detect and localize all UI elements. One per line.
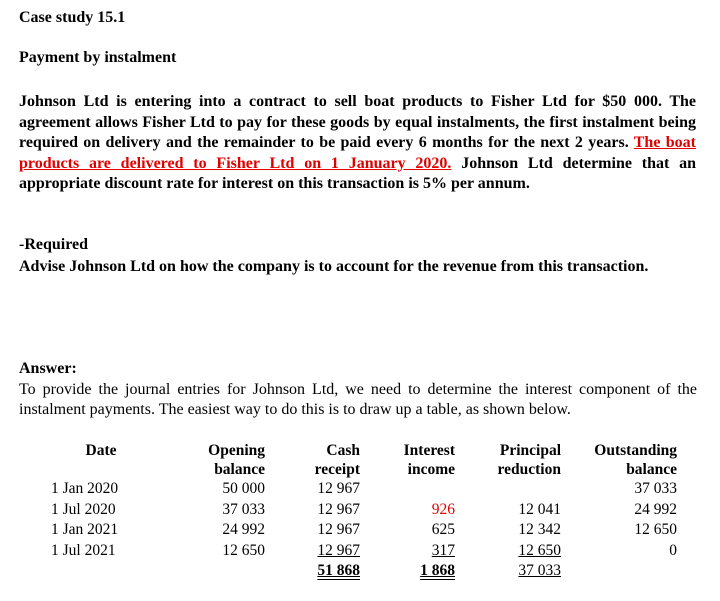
cell-principal: [455, 541, 561, 562]
header-opening-line2: balance: [214, 461, 265, 478]
header-date: Date: [85, 442, 117, 459]
cell-interest: [360, 479, 455, 500]
header-principal-line1: Principal: [499, 442, 561, 459]
table-row: [51, 520, 677, 541]
total-principal: [455, 561, 561, 582]
cell-principal: 12 041: [518, 500, 561, 518]
header-outstanding-line1: Outstanding: [594, 442, 677, 459]
header-interest-income: [360, 441, 455, 479]
cell-outstanding: 0: [669, 541, 677, 559]
scenario-text-before: Johnson Ltd is entering into a contract to sell boat products to Fisher Ltd for $50 000. The agreement allows Fisher Ltd to pay for these goods by equal instalments, the first instalment being required on delivery and the remainder to be paid every 6 months for the next 2 years.: [19, 93, 696, 151]
cell-cash: 12 967: [317, 521, 360, 538]
cell-outstanding: 12 650: [634, 521, 677, 538]
table-totals-row: [51, 561, 677, 582]
total-cash-value: 51 868: [317, 562, 360, 579]
cell-date: 1 Jan 2020: [51, 480, 119, 497]
cell-cash: 12 967: [317, 480, 360, 497]
header-principal-reduction: [455, 441, 561, 479]
header-cash-line2: receipt: [314, 461, 360, 478]
header-cash-line1: Cash: [326, 442, 360, 459]
scenario-text-after: Johnson Ltd determine that an appropriate discount rate for interest on this transaction is 5% per annum.: [19, 154, 697, 192]
cell-cash: 12 967: [317, 500, 360, 518]
header-interest-line1: Interest: [403, 442, 455, 459]
table-row: [51, 500, 677, 521]
scenario-highlight: The boat products are delivered to Fisher Ltd on 1 January 2020.: [19, 134, 696, 172]
cell-opening: 12 650: [222, 541, 265, 559]
cell-cash-value: 12 967: [317, 541, 360, 559]
cell-opening: 24 992: [222, 521, 265, 538]
cell-date: 1 Jul 2021: [51, 541, 116, 559]
header-outstanding-line2: balance: [626, 461, 677, 478]
header-outstanding-balance: [561, 441, 677, 479]
instalment-table: [51, 441, 677, 582]
case-subtitle: Payment by instalment: [19, 49, 177, 66]
header-interest-line2: income: [407, 461, 455, 478]
table-row: [51, 479, 677, 500]
cell-principal: 12 342: [518, 521, 561, 538]
table-header-row: [51, 441, 677, 479]
cell-date: 1 Jul 2020: [51, 500, 116, 518]
cell-cash: [265, 541, 360, 562]
cell-principal: [455, 479, 561, 500]
header-cash-receipt: [265, 441, 360, 479]
cell-opening: 37 033: [222, 500, 265, 518]
required-label: -Required: [19, 236, 89, 253]
required-text: Advise Johnson Ltd on how the company is to account for the revenue from this transaction.: [19, 258, 649, 275]
cell-interest-value: 317: [431, 541, 455, 559]
cell-outstanding: 37 033: [634, 480, 677, 497]
total-principal-value: 37 033: [518, 562, 561, 579]
table-row: [51, 541, 677, 562]
case-title: Case study 15.1: [19, 9, 126, 26]
cell-interest: 926: [431, 500, 455, 518]
cell-interest: 625: [431, 521, 455, 538]
header-opening-balance: [181, 441, 265, 479]
total-interest-value: 1 868: [420, 562, 455, 579]
cell-date: 1 Jan 2021: [51, 521, 119, 538]
total-cash: [265, 561, 360, 582]
cell-opening: 50 000: [222, 480, 265, 497]
scenario-paragraph: [19, 92, 696, 195]
cell-principal-value: 12 650: [518, 541, 561, 559]
cell-outstanding: 24 992: [634, 500, 677, 518]
answer-label: Answer:: [19, 360, 77, 377]
cell-interest: [360, 541, 455, 562]
answer-text: To provide the journal entries for Johnson Ltd, we need to determine the interest component of the instalment payments. The easiest way to do this is to draw up a table, as shown below.: [19, 381, 697, 418]
total-interest: [360, 561, 455, 582]
header-principal-line2: reduction: [497, 461, 561, 478]
header-opening-line1: Opening: [208, 442, 265, 459]
